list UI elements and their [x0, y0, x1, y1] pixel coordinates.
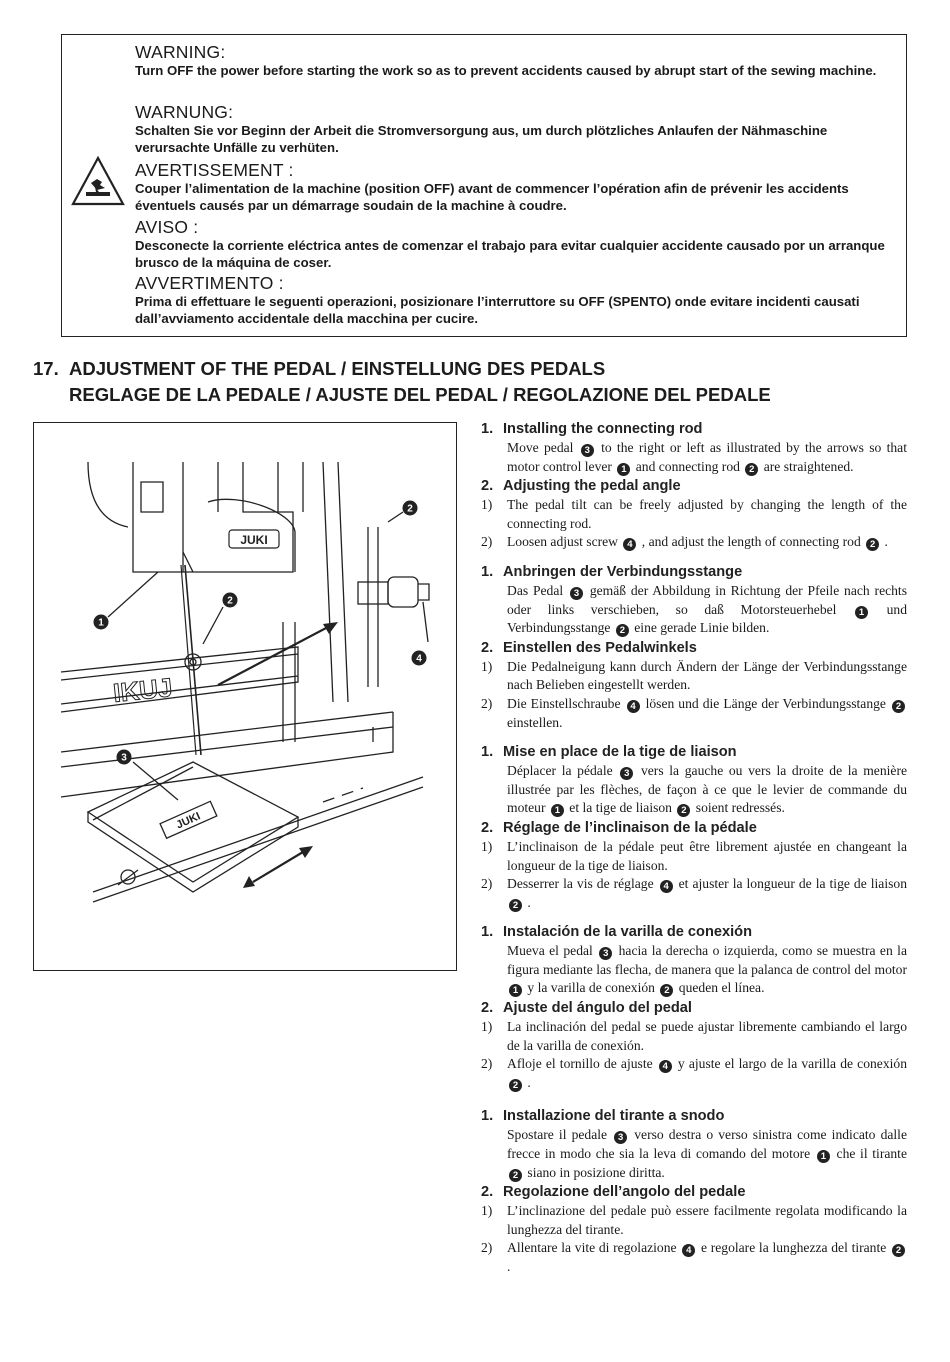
instructions-column	[481, 419, 907, 1277]
fr-heading-1: 1. Mise en place de la tige de liaison	[481, 744, 737, 761]
instructions-en	[481, 419, 907, 552]
it-item-1: 1) L’inclinazione del pedale può essere facilmente regolata modificando la lunghezza del tirante.	[481, 1203, 907, 1237]
warning-de-title: WARNUNG:	[135, 102, 234, 122]
es-item-1: 1) La inclinación del pedal se puede ajustar libremente cambiando el largo de la varilla de conexión.	[481, 1019, 907, 1053]
warning-en-title: WARNING:	[135, 42, 226, 62]
callout-3-inline: 3	[581, 444, 594, 457]
callout-2: 2	[227, 595, 233, 607]
instructions-fr	[481, 742, 907, 912]
en-item-1: 1) The pedal tilt can be freely adjusted by changing the length of the connecting rod.	[481, 497, 907, 531]
warning-en-text: Turn OFF the power before starting the work so as to prevent accidents caused by abrupt start of the sewing machine.	[135, 63, 877, 78]
fr-item-2: 2) Desserrer la vis de réglage 4 et ajuster la longueur de la tige de liaison 2 .	[481, 876, 908, 911]
pedal-brand-label: JUKI	[174, 810, 203, 832]
warning-triangle-icon	[71, 156, 125, 206]
section-title-line1: ADJUSTMENT OF THE PEDAL / EINSTELLUNG DES PEDALS	[69, 358, 606, 379]
warning-fr	[135, 160, 903, 214]
en-paragraph-1: Move pedal 3 to the right or left as illustrated by the arrows so that motor control lever 1 and connecting rod 2 are straightened.	[507, 440, 907, 475]
de-item-2: 2) Die Einstellschraube 4 lösen und die Länge der Verbindungsstange 2 einstellen.	[507, 695, 907, 732]
warning-en	[135, 42, 903, 79]
pedal-illustration	[33, 422, 457, 971]
instructions-es	[481, 922, 907, 1092]
callout-4: 4	[416, 653, 422, 665]
warning-fr-title: AVERTISSEMENT :	[135, 160, 294, 180]
callout-2-detail: 2	[407, 503, 413, 515]
de-item-1: 1) Die Pedalneigung kann durch Ändern der Länge der Verbindungsstange nach Belieben eingestellt werden.	[481, 658, 907, 693]
en-heading-2: 2. Adjusting the pedal angle	[481, 478, 681, 495]
it-paragraph-1: Spostare il pedale 3 verso destra o verso sinistra come indicato dalle frecce in modo che sia la leva di comando del motore 1 che il tirante 2 siano in posizione diritta.	[507, 1127, 907, 1181]
it-item-2: 2) Allentare la vite di regolazione 4 e regolare la lunghezza del tirante 2 .	[507, 1239, 907, 1276]
instructions-de	[481, 562, 907, 732]
es-item-2: 2) Afloje el tornillo de ajuste 4 y ajuste el largo de la varilla de conexión 2 .	[481, 1056, 908, 1091]
warning-de-text: Schalten Sie vor Beginn der Arbeit die Stromversorgung aus, um durch plötzliches Anlaufen der Nähmaschine verursachte Unfälle zu verhüten.	[135, 123, 828, 155]
warning-de	[135, 102, 903, 156]
section-heading	[33, 356, 933, 408]
es-paragraph-1: Mueva el pedal 3 hacia la derecha o izquierda, como se muestra en la figura mediante las flecha, de manera que la palanca de control del motor 1 y la varilla de conexión 2 queden el línea.	[507, 943, 907, 997]
fr-paragraph-1: Déplacer la pédale 3 vers la gauche ou vers la droite de la menière illustrée par les flèches, de façon à ce que le levier de commande du moteur 1 et la tige de liaison 2 soient redressés.	[507, 763, 908, 817]
warning-it-title: AVVERTIMENTO :	[135, 273, 284, 293]
it-heading-1: 1. Installazione del tirante a snodo	[481, 1108, 725, 1125]
callout-1-inline: 1	[617, 463, 630, 476]
callout-2-inline: 2	[745, 463, 758, 476]
callout-1: 1	[98, 617, 104, 629]
machine-brand-label: JUKI	[240, 533, 268, 547]
warning-it-text: Prima di effettuare le seguenti operazioni, posizionare l’interruttore su OFF (SPENTO) onde evitare incidenti causati dall’avviamento accidentale della macchina per cucire.	[135, 294, 860, 326]
section-title-line2: REGLAGE DE LA PEDALE / AJUSTE DEL PEDAL / REGOLAZIONE DEL PEDALE	[69, 384, 771, 405]
warning-es-title: AVISO :	[135, 217, 199, 237]
section-number: 17.	[33, 358, 59, 379]
es-heading-2: 2. Ajuste del ángulo del pedal	[481, 1000, 692, 1017]
instructions-it	[481, 1106, 907, 1276]
de-paragraph-1: Das Pedal 3 gemäß der Abbildung in Richtung der Pfeile nach rechts oder links verschieben, so daß Motorsteuerhebel 1 und Verbindungsstange 2 eine gerade Linie bilden.	[507, 582, 908, 637]
warning-it	[135, 273, 903, 327]
rail-brand-label: IKUJ	[111, 671, 174, 709]
en-heading-1: 1. Installing the connecting rod	[481, 421, 703, 437]
warning-fr-text: Couper l’alimentation de la machine (position OFF) avant de commencer l’opération afin de prévenir les accidents éventuels causés par un démarrage soudain de la machine à coudre.	[135, 181, 849, 213]
de-heading-1: 1. Anbringen der Verbindungsstange	[481, 563, 743, 580]
en-item-2: 2) Loosen adjust screw 4 , and adjust the length of connecting rod 2 .	[481, 534, 888, 551]
es-heading-1: 1. Instalación de la varilla de conexión	[481, 924, 752, 941]
de-heading-2: 2. Einstellen des Pedalwinkels	[481, 639, 697, 656]
callout-3: 3	[121, 752, 127, 764]
warning-es-text: Desconecte la corriente eléctrica antes de comenzar el trabajo para evitar cualquier accidente causado por un arranque brusco de la máquina de coser.	[135, 238, 885, 270]
it-heading-2: 2. Regolazione dell’angolo del pedale	[481, 1184, 746, 1201]
warning-es	[135, 217, 903, 271]
fr-heading-2: 2. Réglage de l’inclinaison de la pédale	[481, 819, 757, 836]
fr-item-1: 1) L’inclinaison de la pédale peut être librement ajustée en changeant la longueur de la tige de liaison.	[481, 838, 907, 873]
